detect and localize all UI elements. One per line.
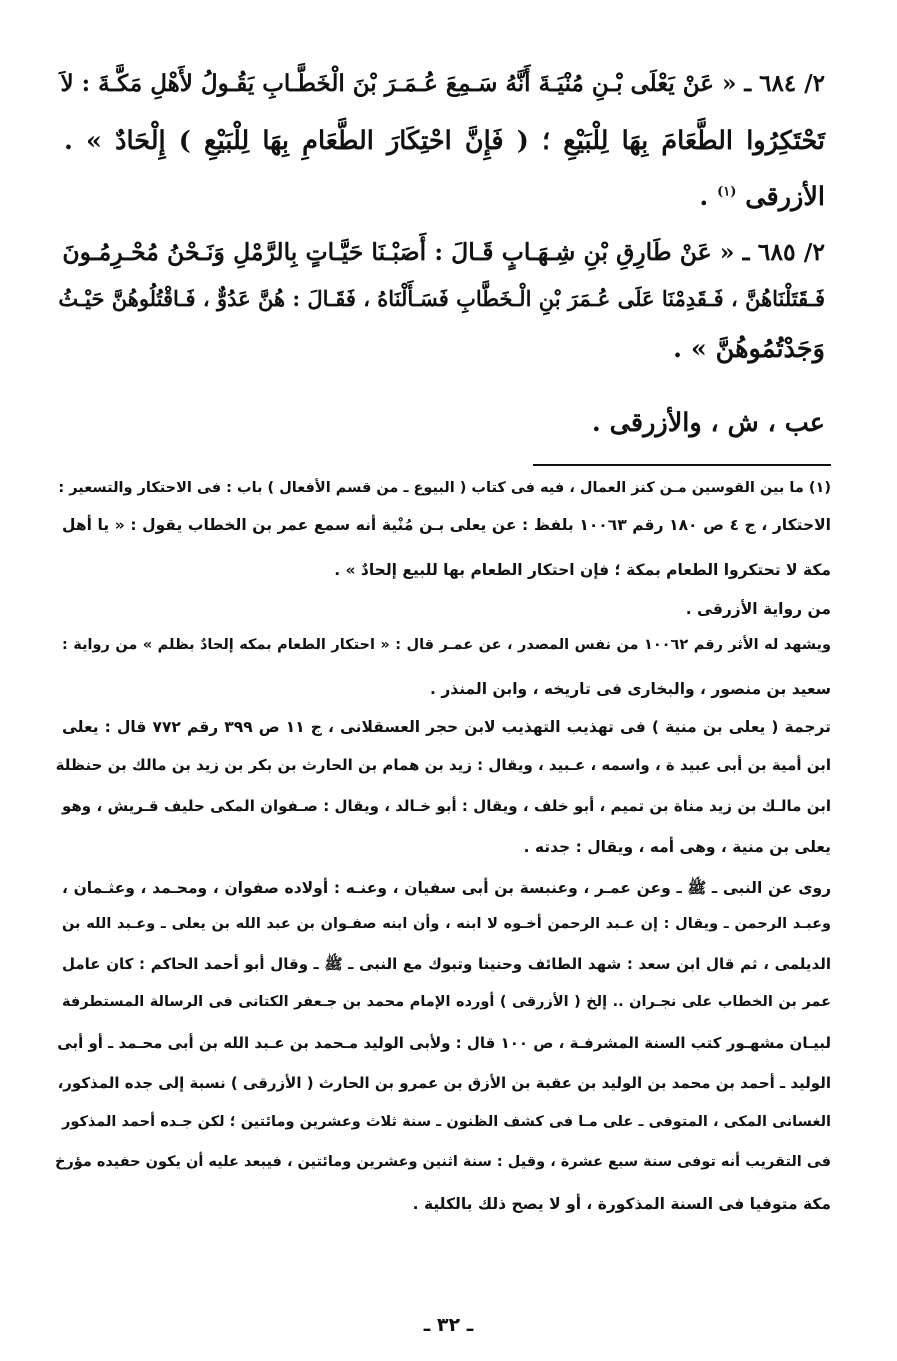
footnote-line: ترجمة ( يعلى بن منية ) فى تهذيب التهذيب لابن حجر العسقلانى ، ج ١١ ص ٣٩٩ رقم ٧٧٢ قال : يعلى [62, 718, 831, 736]
hadith-685-line-2: فَـقَتَلْنَاهُنَّ ، فَـقَدِمْنَا عَلَى عُـمَرَ بْنِ الْـخَطَّابِ فَسَـأَلْنَاهُ ، فَقَـالَ : هُنَّ عَدُوٌّ ، فَـاقْتُلُوهُنَّ حَيْـثُ [58, 286, 825, 311]
footnote-line: الاحتكار ، ج ٤ ص ١٨٠ رقم ١٠٠٦٣ بلفظ : عن يعلى بـن مُنْية أنه سمع عمر بن الخطاب يقول : « يا أهل [62, 516, 831, 534]
page-number: ـ ٣٢ ـ [423, 1314, 474, 1336]
footnote-line: ابن أمية بن أبى عبيد ة ، واسمه ، عـبيد ، ويقال : زيد بن همام بن الحارث بن بكر بن زيد بن مالك بن حنظلة [55, 756, 831, 774]
footnote-divider [533, 464, 831, 466]
hadith-685-line-1: ٢/ ٦٨٥ ـ « عَنْ طَارِقِ بْنِ شِـهَـابٍ قَـالَ : أَصَبْـنَا حَيَّـاتٍ بِالرَّمْلِ وَنَـحْنُ مُحْـرِمُـونَ [62, 238, 825, 266]
hadith-685-source: عب ، ش ، والأزرقى . [591, 408, 825, 438]
footnote-line: ويشهد له الأثر رقم ١٠٠٦٢ من نفس المصدر ، عن عمـر قال : « احتكار الطعام بمكه إلحادٌ بظلم » من رواية : [62, 637, 831, 653]
footnote-line: روى عن النبى ـ ﷺ ـ وعن عمـر ، وعنبسة بن أبى سفيان ، وعنـه : أولاده صفوان ، ومحـمد ، وعثـمان ، [62, 879, 831, 897]
footnote-line: يعلى بن منية ، وهى أمه ، ويقال : جدته . [523, 838, 831, 856]
footnote-line: الغسانى المكى ، المتوفى ـ على مـا فى كشف الظنون ـ سنة ثلاث وعشرين ومائتين ؛ لكن جـده أحمد المذكور [62, 1114, 831, 1130]
footnote-line: مكة متوفيا فى السنة المذكورة ، أو لا يصح ذلك بالكلية . [412, 1195, 831, 1213]
footnote-line: عمر بن الخطاب على نجـران .. إلخ ( الأزرقى ) أورده الإمام محمد بن جـعفر الكتانى فى الرسالة المستطرفة [62, 994, 831, 1010]
footnote-line: (١) ما بين القوسين مـن كنز العمال ، فيه فى كتاب ( البيوع ـ من قسم الأفعال ) باب : فى الاحتكار والتسعير : [58, 480, 831, 496]
footnote-line: الوليد ـ أحمد بن محمد بن الوليد بن عقبة بن الأزق بن عمرو بن الحارث ( الأزرقى ) نسبة إلى جده المذكور، [57, 1074, 831, 1092]
footnote-line: سعيد بن منصور ، والبخارى فى تاريخه ، وابن المنذر . [430, 680, 831, 698]
footnote-line: مكة لا تحتكروا الطعام بمكة ؛ فإن احتكار الطعام بها للبيع إلحادٌ » . [334, 561, 831, 579]
source-label: الأزرقى [745, 182, 825, 212]
footnote-line: ابن مالـك بن زيد مناة بن تميم ، أبو خلف ، ويقال : أبو خـالد ، ويقال : صـفوان المكى حليف قـريش ، وهو [62, 797, 831, 815]
footnote-line: وعبـد الرحمن ـ ويقال : إن عـبد الرحمن أخـوه لا ابنه ، وأن ابنه صفـوان بن عبد الله بن يعلى ـ وعـبد الله بن [62, 916, 831, 932]
footnote-line: من رواية الأزرقى . [685, 600, 831, 618]
source-tail: . [699, 182, 709, 212]
footnote-line: الديلمى ، ثم قال ابن سعد : شهد الطائف وحنينا وتبوك مع النبى ـ ﷺ ـ وقال أبو أحمد الحاكم : كان عامل [62, 955, 831, 973]
footnote-line: لبيـان مشهـور كتب السنة المشرفـة ، ص ١٠٠ قال : ولأبى الوليد مـحمد بن عـبد الله بن أبى محـمد ـ أو أبى [57, 1034, 831, 1052]
footnote-reference: (١) [717, 184, 737, 200]
footnote-line: فى التقريب أنه توفى سنة سبع عشرة ، وقيل : سنة اثنين وعشرين ومائتين ، فيبعد عليه أن يكون حفيده مؤرخ [54, 1154, 831, 1170]
hadith-684-line-2: تَحْتَكِرُوا الطَّعَامَ بِهَا لِلْبَيْعِ ؛ ( فَإِنَّ احْتِكَارَ الطَّعَامِ بِهَا لِلْبَيْعِ ) إِلْحَادٌ » . [64, 126, 825, 156]
hadith-684-source [699, 182, 825, 212]
hadith-685-line-3: وَجَدْتُمُوهُنَّ » . [673, 334, 825, 364]
hadith-684-line-1: ٢/ ٦٨٤ ـ « عَنْ يَعْلَى بْـنِ مُنْيَـةَ أَنَّهُ سَـمِعَ عُـمَـرَ بْنَ الْخَطَّـابِ يَقُـولُ لأَهْلِ مَكَّـةَ : لاَ [60, 70, 825, 97]
